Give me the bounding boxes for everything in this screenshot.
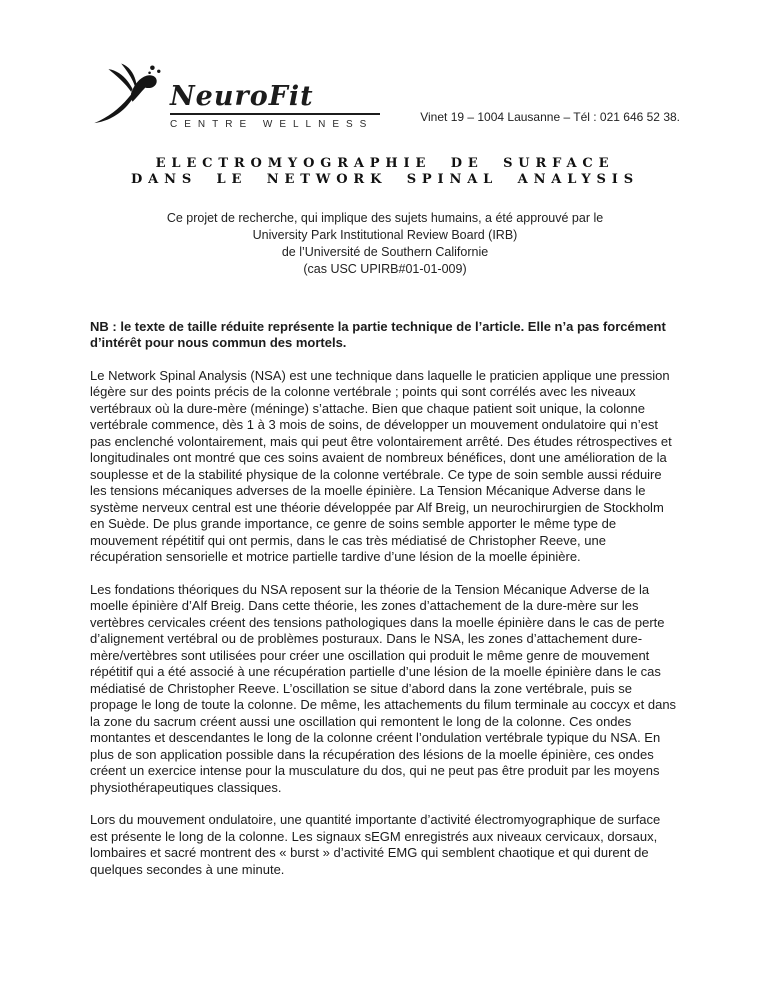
body-text bbox=[90, 368, 680, 879]
document-title-line1: ELECTROMYOGRAPHIE DE SURFACE bbox=[155, 156, 615, 171]
nb-note: NB : le texte de taille réduite représente la partie technique de l’article. Elle n’a pas forcément d’intérêt pour nous commun des mortels. bbox=[90, 318, 666, 350]
paragraph-nsa-intro: Le Network Spinal Analysis (NSA) est une technique dans laquelle le praticien applique une pression légère sur des points précis de la colonne vertébrale ; points qui sont corrélés avec les niveaux vertébraux où la dure-mère (méninge) s’attache. Bien que chaque patient soit unique, la colonne vertébrale commence, dès 1 à 3 mois de soins, de développer un mouvement ondulatoire qui n’est pas enclenché volontairement, mais qui peut être volontairement arrêté. Des études rétrospectives et longitudinales ont montré que ces soins avaient de nombreux bénéfices, dont une amélioration de la souplesse et de la stabilité physique de la colonne vertébrale. Ce type de soin semble aussi réduire les tensions mécaniques adverses de la moelle épinière. La Tension Mécanique Adverse dans le système nerveux central est une théorie développée par Alf Breig, un neurochirurgien de Stockholm en Suède. De plus grande importance, ce genre de soins semble apporter le même type de mouvement répétitif qui ont permis, dans le cas très médiatisé de Christopher Reeve, une récupération sensorielle et motrice partielle tardive d’une lésion de la moelle épinière. bbox=[90, 367, 672, 564]
approval-line2: University Park Institutional Review Board (IRB) bbox=[252, 227, 518, 242]
brand-subtitle: CENTRE WELLNESS bbox=[170, 119, 374, 130]
contact-info: Vinet 19 – 1004 Lausanne – Tél : 021 646 52 38. bbox=[420, 110, 680, 124]
brand-block bbox=[170, 83, 380, 130]
approval-line1: Ce projet de recherche, qui implique des sujets humains, a été approuvé par le bbox=[166, 210, 604, 225]
hummingbird-icon bbox=[90, 62, 168, 126]
paragraph-theory: Les fondations théoriques du NSA reposent sur la théorie de la Tension Mécanique Adverse de la moelle épinière d’Alf Breig. Dans cette théorie, les zones d’attachement de la dure-mère sur les vertèbres cervicales créent des tensions pathologiques dans la moelle épinière dans le cas de perte d’alignement vertébral ou de problèmes posturaux. Dans le NSA, les zones d’attachement dure-mère/vertèbres sont utilisées pour créer une oscillation qui produit le même genre de mouvement répétitif qui a été associé à une récupération partielle d’une lésion de la moelle épinière dans le cas médiatisé de Christopher Reeve. L’oscillation se situe d’abord dans la zone vertébrale, puis se propage le long de toute la colonne. De même, les attachements du filum terminale au coccyx et dans la zone du sacrum créent aussi une oscillation qui remontent le long de la colonne. Ces ondes montantes et descendantes le long de la colonne créent l’ondulation vertébrale typique du NSA. En plus de son application possible dans la récupération des lésions de la moelle épinière, ces ondes créent un exercice intense pour la musculature du dos, qui ne peut pas être produit par les moyens physiothérapeutiques classiques. bbox=[90, 581, 677, 795]
neurofit-logo bbox=[90, 62, 380, 130]
approval-line4: (cas USC UPIRB#01-01-009) bbox=[303, 262, 467, 277]
brand-name: NeuroFit bbox=[170, 83, 380, 115]
letterhead bbox=[90, 60, 680, 130]
document-title bbox=[90, 156, 680, 189]
paragraph-emg: Lors du mouvement ondulatoire, une quantité importante d’activité électromyographique de surface est présente le long de la colonne. Les signaux sEGM enregistrés aux niveaux cervicaux, dorsaux, lombaires et sacré montrent des « burst » d’activité EMG qui semblent chaotique et qui durent de quelques secondes à une minute. bbox=[90, 812, 661, 877]
approval-line3: de l’Université de Southern Californie bbox=[281, 245, 489, 259]
document-title-line2: DANS LE NETWORK SPINAL ANALYSIS bbox=[131, 172, 639, 188]
irb-approval-block bbox=[90, 210, 680, 279]
